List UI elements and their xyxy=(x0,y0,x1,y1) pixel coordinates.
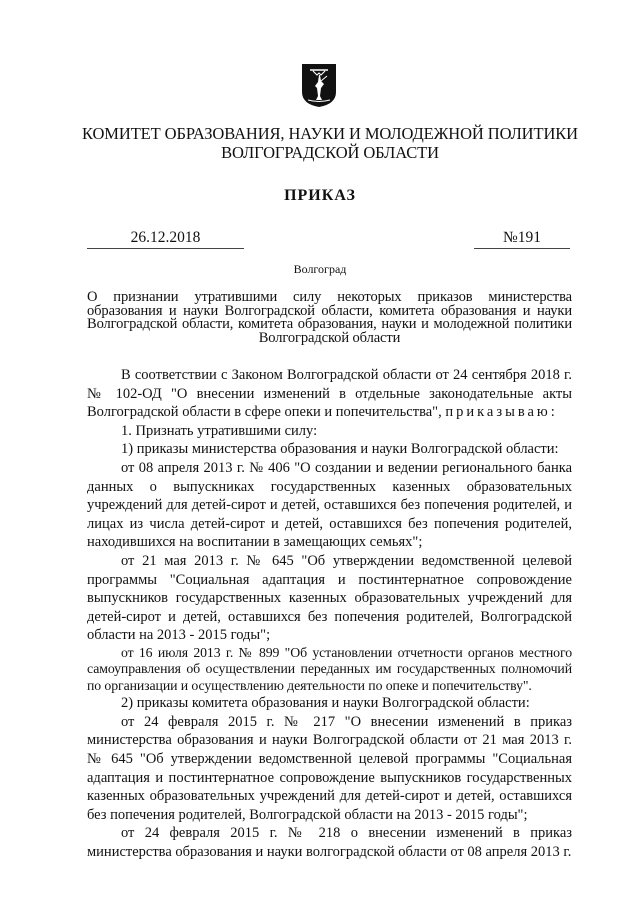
document-type-title: ПРИКАЗ xyxy=(284,187,356,204)
order-word: приказываю: xyxy=(445,404,558,421)
body-item-1-1: 1) приказы министерства образования и науки Волгоградской области: xyxy=(121,441,559,458)
document-number: №191 xyxy=(474,230,570,249)
organization-name-line1: КОМИТЕТ ОБРАЗОВАНИЯ, НАУКИ И МОЛОДЕЖНОЙ ПОЛИТИКИ xyxy=(82,124,578,143)
organization-name xyxy=(60,124,600,162)
document-date: 26.12.2018 xyxy=(87,230,244,249)
body-paragraph: от 21 мая 2013 г. № 645 "Об утверждении ведомственной целевой программы "Социальная адаптация и постинтернатное сопровождение выпускников государственных казенных образовательных учреждений для детей-сирот и детей, оставшихся без попечения родителей, Волгоградской области на 2013 - 2015 годы"; xyxy=(87,552,572,644)
organization-name-line2: ВОЛГОГРАДСКОЙ ОБЛАСТИ xyxy=(221,143,439,162)
coat-of-arms-icon xyxy=(300,62,338,108)
document-body xyxy=(87,366,572,861)
body-item-1-2: 2) приказы комитета образования и науки Волгоградской области: xyxy=(121,695,530,712)
document-subject: О признании утратившими силу некоторых приказов министерства образования и науки Волгоградской области, комитета образования и науки Волгоградской области, комитета образования, науки и молодежной политики Волгоградской области xyxy=(87,289,572,346)
body-paragraph: от 24 февраля 2015 г. № 218 о внесении изменений в приказ министерства образования и науки волгоградской области от 08 апреля 2013 г. xyxy=(87,825,572,860)
body-paragraph: от 16 июля 2013 г. № 899 "Об установлении отчетности органов местного самоуправления об осуществлении переданных им государственных полномочий по организации и осуществлению деятельности по опеке и попечительству". xyxy=(87,644,572,693)
body-paragraph-intro xyxy=(87,366,572,422)
document-city: Волгоград xyxy=(293,262,347,276)
body-paragraph: от 24 февраля 2015 г. № 217 "О внесении изменений в приказ министерства образования и науки Волгоградской области от 21 мая 2013 г. № 645 "Об утверждении ведомственной целевой программы "Социальная адаптация и постинтернатное сопровождение выпускников государственных казенных образовательных учреждений для детей-сирот и детей, оставшихся без попечения родителей, Волгоградской области на 2013 - 2015 годы"; xyxy=(87,713,572,823)
body-item-1: 1. Признать утратившими силу: xyxy=(121,422,318,439)
body-paragraph: от 08 апреля 2013 г. № 406 "О создании и ведении регионального банка данных о выпускниках государственных казенных образовательных учреждений для детей-сирот и детей, оставшихся без попечения родителей, и лицах из числа детей-сирот и детей, оставшихся без попечения родителей, находившихся на воспитании в замещающих семьях"; xyxy=(87,459,572,551)
intro-text: В соответствии с Законом Волгоградской области от 24 сентября 2018 г. № 102-ОД "О внесении изменений в отдельные законодательные акты Волгоградской области в сфере опеки и попечительства", xyxy=(87,367,572,421)
